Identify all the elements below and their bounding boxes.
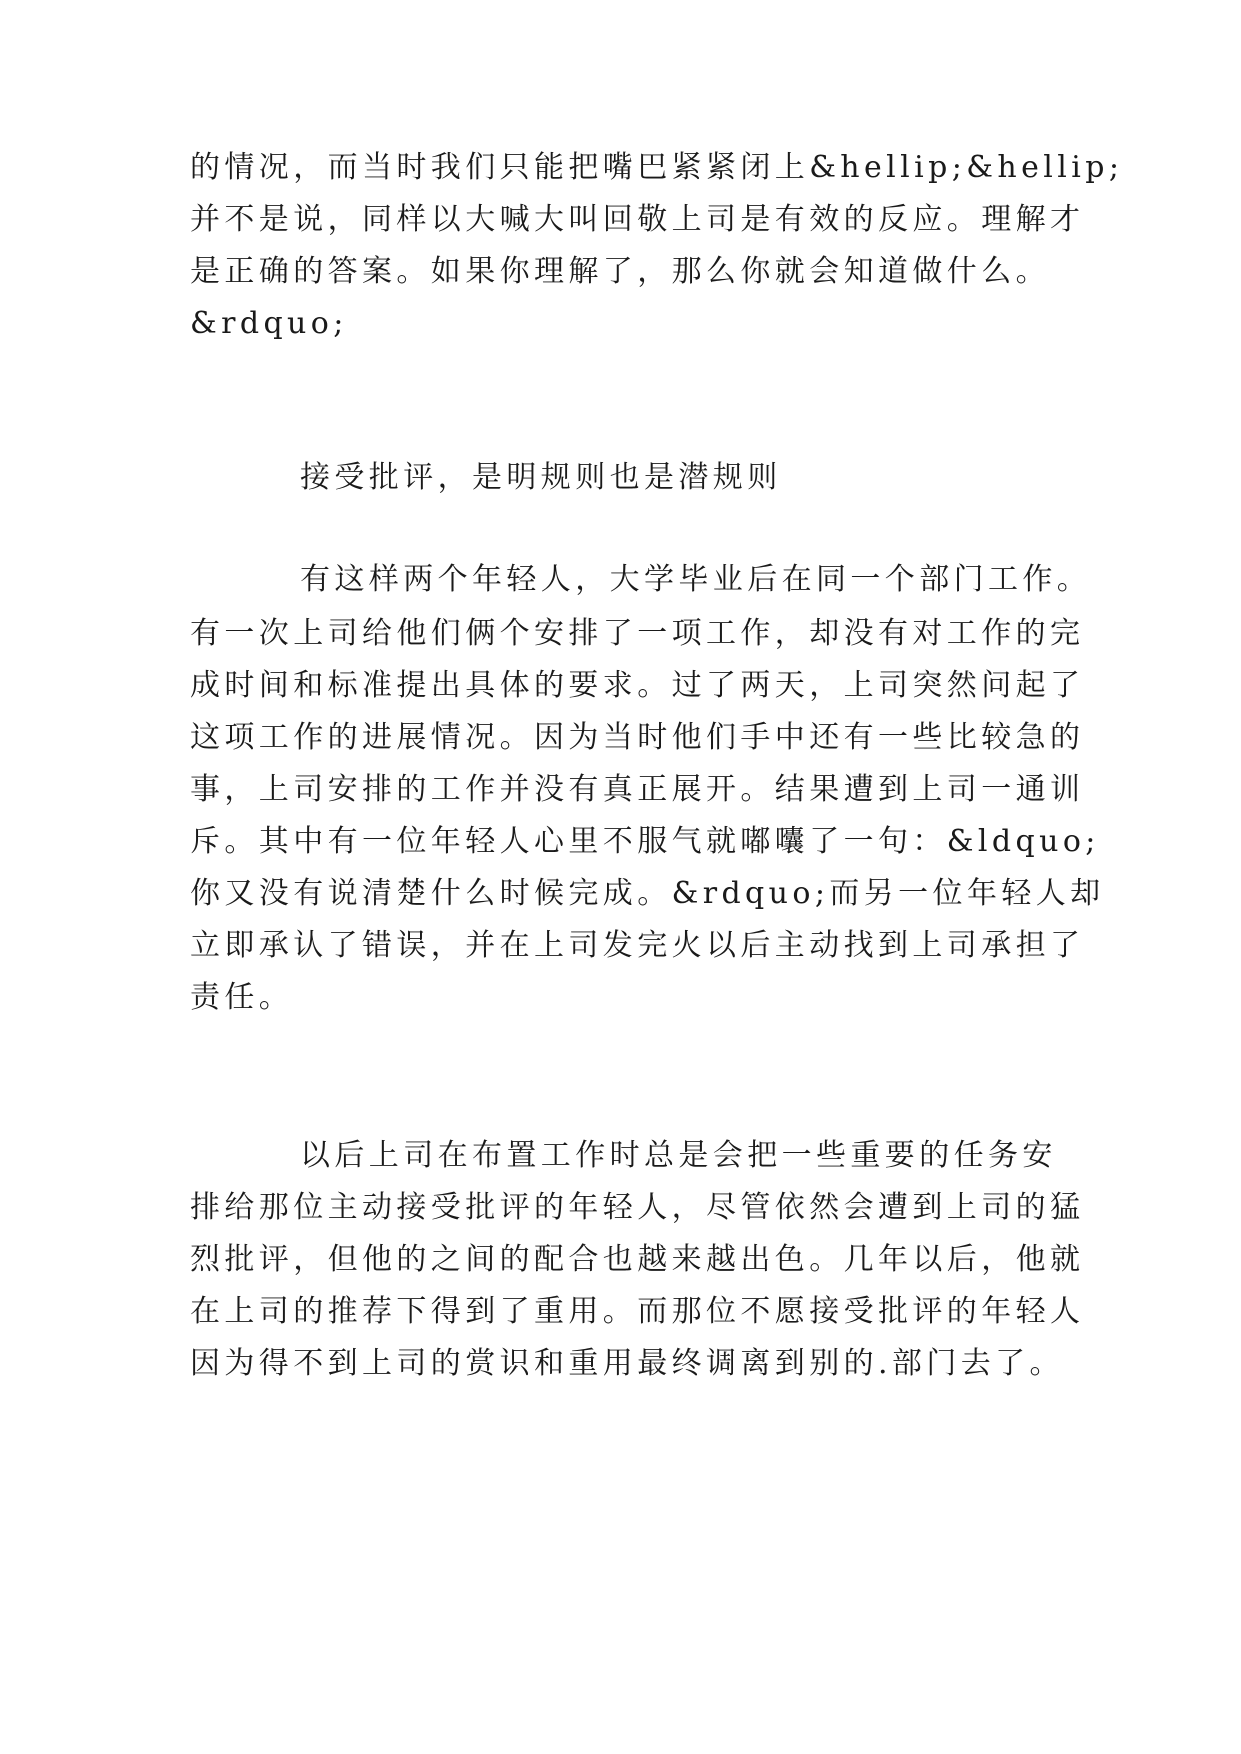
paragraph-2-line-3: 成时间和标准提出具体的要求。过了两天，上司突然问起了 xyxy=(190,668,1085,703)
paragraph-2-line-2: 有一次上司给他们俩个安排了一项工作，却没有对工作的完 xyxy=(190,616,1085,651)
paragraph-1-line-4: &rdquo; xyxy=(190,306,348,341)
paragraph-2-line-8: 立即承认了错误，并在上司发完火以后主动找到上司承担了 xyxy=(190,928,1085,963)
paragraph-1-line-1: 的情况，而当时我们只能把嘴巴紧紧闭上&hellip;&hellip; xyxy=(190,150,1124,185)
paragraph-2-line-5: 事，上司安排的工作并没有真正展开。结果遭到上司一通训 xyxy=(190,772,1085,807)
paragraph-3-line-3: 烈批评，但他的之间的配合也越来越出色。几年以后，他就 xyxy=(190,1242,1085,1277)
paragraph-2-line-1: 有这样两个年轻人，大学毕业后在同一个部门工作。 xyxy=(300,562,1092,597)
paragraph-2-line-4: 这项工作的进展情况。因为当时他们手中还有一些比较急的 xyxy=(190,720,1085,755)
paragraph-2-line-6: 斥。其中有一位年轻人心里不服气就嘟囔了一句：&ldquo; xyxy=(190,824,1100,859)
paragraph-2-line-7: 你又没有说清楚什么时候完成。&rdquo;而另一位年轻人却 xyxy=(190,876,1105,911)
paragraph-1-line-2: 并不是说，同样以大喊大叫回敬上司是有效的反应。理解才 xyxy=(190,202,1085,237)
paragraph-3-line-4: 在上司的推荐下得到了重用。而那位不愿接受批评的年轻人 xyxy=(190,1294,1085,1329)
paragraph-1-line-3: 是正确的答案。如果你理解了，那么你就会知道做什么。 xyxy=(190,254,1050,289)
section-heading: 接受批评，是明规则也是潜规则 xyxy=(300,460,782,495)
paragraph-2-line-9: 责任。 xyxy=(190,980,294,1015)
paragraph-3-line-1: 以后上司在布置工作时总是会把一些重要的任务安 xyxy=(300,1138,1057,1173)
paragraph-3-line-2: 排给那位主动接受批评的年轻人，尽管依然会遭到上司的猛 xyxy=(190,1190,1085,1225)
paragraph-3-line-5: 因为得不到上司的赏识和重用最终调离到别的.部门去了。 xyxy=(190,1346,1064,1381)
